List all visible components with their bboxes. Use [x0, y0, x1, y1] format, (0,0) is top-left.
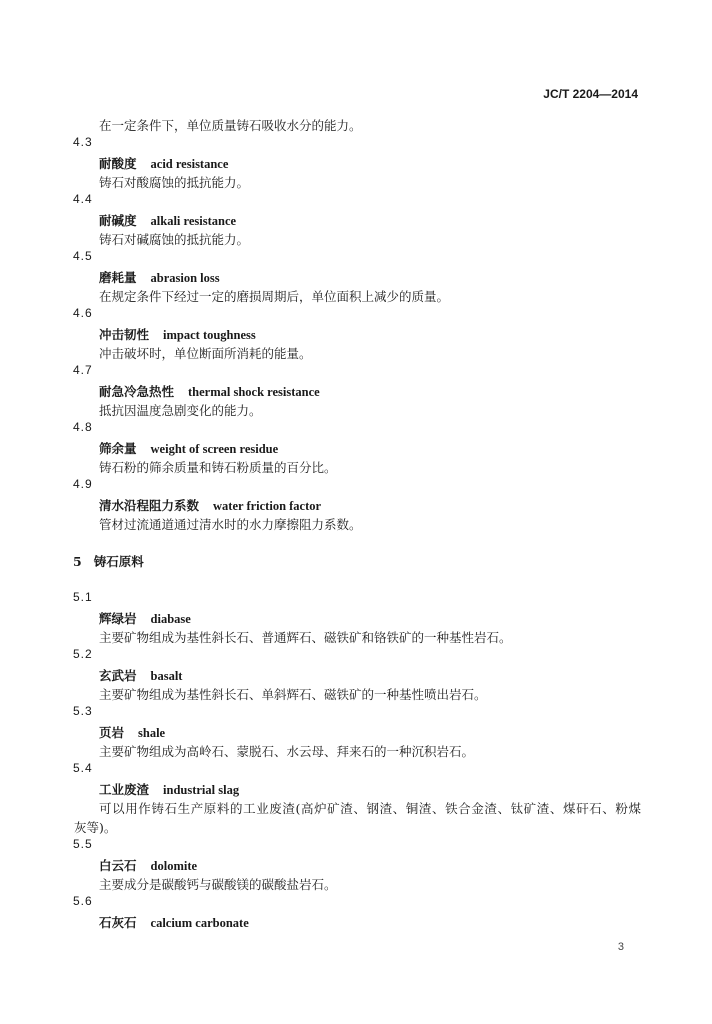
clause-number: 4.4 — [73, 192, 93, 206]
term-english: thermal shock resistance — [188, 385, 320, 399]
term-chinese: 辉绿岩 — [99, 611, 137, 626]
term-heading — [99, 496, 321, 514]
term-chinese: 耐急冷急热性 — [99, 384, 175, 399]
document-code-header: JC/T 2204—2014 — [543, 87, 638, 101]
section-number: 5 — [73, 554, 82, 569]
clause-number: 5.2 — [73, 647, 93, 661]
term-heading — [99, 780, 239, 798]
term-heading — [99, 666, 182, 684]
term-chinese: 石灰石 — [99, 915, 137, 930]
term-heading — [99, 913, 249, 931]
definition-text: 在规定条件下经过一定的磨损周期后，单位面积上减少的质量。 — [99, 289, 450, 304]
term-english: weight of screen residue — [150, 442, 279, 456]
term-english: impact toughness — [163, 328, 256, 342]
term-english: shale — [138, 726, 166, 740]
term-english: basalt — [150, 669, 183, 683]
term-heading — [99, 609, 191, 627]
term-english: abrasion loss — [150, 271, 220, 285]
definition-text: 主要矿物组成为高岭石、蒙脱石、水云母、拜来石的一种沉积岩石。 — [99, 744, 475, 759]
term-english: dolomite — [150, 859, 198, 873]
definition-text: 冲击破坏时，单位断面所消耗的能量。 — [99, 346, 312, 361]
clause-number: 4.6 — [73, 306, 93, 320]
definition-text: 铸石对酸腐蚀的抵抗能力。 — [99, 175, 250, 190]
term-heading — [99, 325, 256, 343]
term-heading — [99, 723, 165, 741]
definition-text: 管材过流通道通过清水时的水力摩擦阻力系数。 — [99, 517, 362, 532]
clause-number: 5.1 — [73, 590, 93, 604]
term-chinese: 耐碱度 — [99, 213, 137, 228]
definition-text-continued: 灰等)。 — [74, 820, 117, 835]
section-heading — [73, 552, 144, 570]
definition-text: 主要矿物组成为基性斜长石、单斜辉石、磁铁矿的一种基性喷出岩石。 — [99, 687, 487, 702]
term-chinese: 白云石 — [99, 858, 137, 873]
term-heading — [99, 211, 236, 229]
page-number: 3 — [617, 941, 624, 953]
clause-number: 4.5 — [73, 249, 93, 263]
clause-number: 5.4 — [73, 761, 93, 775]
definition-text: 主要成分是碳酸钙与碳酸镁的碳酸盐岩石。 — [99, 877, 337, 892]
term-chinese: 玄武岩 — [99, 668, 137, 683]
term-english: calcium carbonate — [150, 916, 249, 930]
definition-text: 铸石对碱腐蚀的抵抗能力。 — [99, 232, 250, 247]
term-chinese: 筛余量 — [99, 441, 137, 456]
term-heading — [99, 268, 220, 286]
term-heading — [99, 856, 197, 874]
term-chinese: 清水沿程阻力系数 — [99, 498, 200, 513]
definition-text: 主要矿物组成为基性斜长石、普通辉石、磁铁矿和铬铁矿的一种基性岩石。 — [99, 630, 512, 645]
term-chinese: 冲击韧性 — [99, 327, 150, 342]
section-title: 铸石原料 — [93, 554, 144, 569]
clause-number: 4.3 — [73, 135, 93, 149]
clause-number: 4.7 — [73, 363, 93, 377]
term-heading — [99, 154, 228, 172]
clause-number: 5.5 — [73, 837, 93, 851]
term-heading — [99, 382, 320, 400]
clause-number: 4.9 — [73, 477, 93, 491]
term-english: industrial slag — [163, 783, 240, 797]
term-heading — [99, 439, 278, 457]
term-chinese: 工业废渣 — [99, 782, 150, 797]
term-english: alkali resistance — [150, 214, 237, 228]
term-english: water friction factor — [213, 499, 322, 513]
term-english: diabase — [150, 612, 191, 626]
term-chinese: 页岩 — [99, 725, 125, 740]
clause-number: 5.3 — [73, 704, 93, 718]
clause-number: 4.8 — [73, 420, 93, 434]
term-chinese: 磨耗量 — [99, 270, 137, 285]
definition-text: 可以用作铸石生产原料的工业废渣(高炉矿渣、钢渣、铜渣、铁合金渣、钛矿渣、煤矸石、粉煤 — [99, 801, 642, 816]
clause-number: 5.6 — [73, 894, 93, 908]
definition-text: 铸石粉的筛余质量和铸石粉质量的百分比。 — [99, 460, 337, 475]
term-chinese: 耐酸度 — [99, 156, 137, 171]
definition-text: 在一定条件下，单位质量铸石吸收水分的能力。 — [99, 118, 362, 133]
term-english: acid resistance — [150, 157, 229, 171]
definition-text: 抵抗因温度急剧变化的能力。 — [99, 403, 262, 418]
